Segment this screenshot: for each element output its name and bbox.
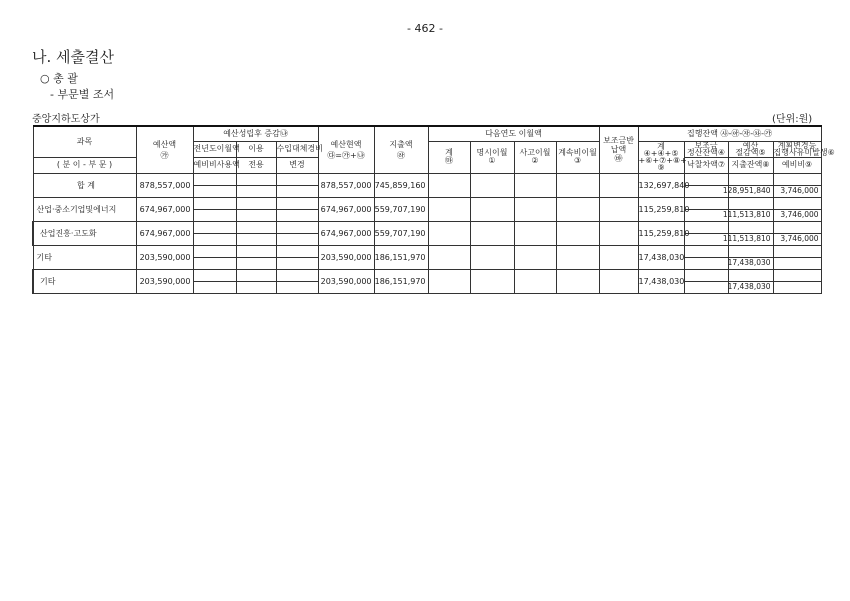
- row-expenditure: 186,151,970: [374, 269, 428, 293]
- row-expenditure: 186,151,970: [374, 245, 428, 269]
- row-unused-total: 17,438,030: [638, 269, 684, 293]
- row-expenditure: 559,707,190: [374, 221, 428, 245]
- diversion-header: 전용: [236, 157, 276, 173]
- subsubsection-heading: - 부문별 조서: [50, 88, 115, 101]
- row-unused-total: 17,438,030: [638, 245, 684, 269]
- row-expend-balance: 17,438,030: [727, 281, 771, 291]
- changes-group-header: 예산성립후 증감㉯: [193, 126, 318, 141]
- row-budget: 674,967,000: [136, 197, 193, 221]
- row-reserve-fund: 3,746,000: [780, 233, 819, 243]
- row-budget: 674,967,000: [136, 221, 193, 245]
- settlement-table: [32, 125, 835, 294]
- unused-group-header: 집행잔액 ㉴-㉵-㉶-㉷-㉸: [638, 126, 821, 141]
- reserve-fund-header: 예비비⑨: [773, 157, 821, 173]
- next-carry-group-header: 다음연도 이월액: [428, 126, 599, 141]
- subsection-heading: ○ 총 괄: [40, 72, 78, 85]
- plan-change-header: 계획변경등 집행사유미발생⑥: [773, 141, 835, 157]
- continuing-carry-header: 계속비이월 ③: [556, 141, 599, 173]
- bid-balance-header: 낙찰차액⑦: [684, 157, 728, 173]
- row-current-budget: 203,590,000: [318, 245, 374, 269]
- unused-total-header: 계 ④+④+⑤ +⑥+⑦+⑧+ ⑨: [638, 142, 687, 172]
- row-expenditure: 745,859,160: [374, 173, 428, 197]
- row-current-budget: 674,967,000: [318, 197, 374, 221]
- explicit-carry-header: 명시이월 ①: [470, 141, 514, 173]
- row-expend-balance: 17,438,030: [727, 257, 771, 267]
- prev-carry-header: 전년도이월액: [193, 141, 236, 157]
- row-expend-balance: 111,513,810: [722, 233, 771, 243]
- table-row: [33, 173, 821, 197]
- table-row: [33, 197, 821, 221]
- row-subject: 산업·중소기업및에너지: [33, 197, 136, 221]
- row-subject: 산업진흥·고도화: [33, 221, 136, 245]
- row-budget: 878,557,000: [136, 173, 193, 197]
- section-title: 나. 세출결산: [32, 48, 114, 66]
- row-current-budget: 203,590,000: [318, 269, 374, 293]
- unit-label: (단위:원): [772, 114, 813, 125]
- transfer-header: 이용: [236, 141, 276, 157]
- row-budget: 203,590,000: [136, 245, 193, 269]
- row-current-budget: 878,557,000: [318, 173, 374, 197]
- subject-header: 과목: [33, 126, 136, 157]
- reserve-use-header: 예비비사용액: [193, 157, 236, 173]
- row-expend-balance: 111,513,810: [722, 209, 771, 219]
- revenue-sub-header: 수입대체경비: [276, 141, 318, 157]
- expend-balance-header: 지출잔액⑧: [728, 157, 773, 173]
- row-unused-total: 115,259,810: [638, 221, 684, 245]
- row-subject: 합 계: [33, 173, 136, 197]
- next-total-header: 계 ㉲: [428, 141, 470, 173]
- table-row: [33, 221, 821, 245]
- row-reserve-fund: 3,746,000: [780, 209, 819, 219]
- table-row: [33, 269, 821, 293]
- table-row: [33, 245, 821, 269]
- budget-header: 예산액 ㉮: [136, 126, 193, 173]
- row-unused-total: 115,259,810: [638, 197, 684, 221]
- subsidy-return-header: 보조금반납액 ㉳: [599, 126, 638, 173]
- row-expenditure: 559,707,190: [374, 197, 428, 221]
- budget-saving-header: 예산 절감액⑤: [728, 141, 773, 157]
- row-budget: 203,590,000: [136, 269, 193, 293]
- change-header: 변경: [276, 157, 318, 173]
- expenditure-header: 지출액 ㉱: [374, 126, 428, 173]
- row-expend-balance: 128,951,840: [722, 185, 771, 195]
- row-subject: 기타: [33, 245, 136, 269]
- row-current-budget: 674,967,000: [318, 221, 374, 245]
- row-unused-total: 132,697,840: [638, 173, 684, 197]
- accident-carry-header: 사고이월 ②: [514, 141, 556, 173]
- subject-sub-header: ( 분 이 - 부 문 ): [33, 157, 136, 173]
- current-budget-header: 예산현액 ㉰=㉮+㉯: [318, 126, 374, 173]
- subsidy-settle-header: 보조금 정산잔액④: [684, 141, 728, 157]
- page-number: - 462 -: [407, 22, 443, 35]
- org-name: 중앙지하도상가: [32, 114, 100, 125]
- row-reserve-fund: 3,746,000: [780, 185, 819, 195]
- row-subject: 기타: [33, 269, 136, 293]
